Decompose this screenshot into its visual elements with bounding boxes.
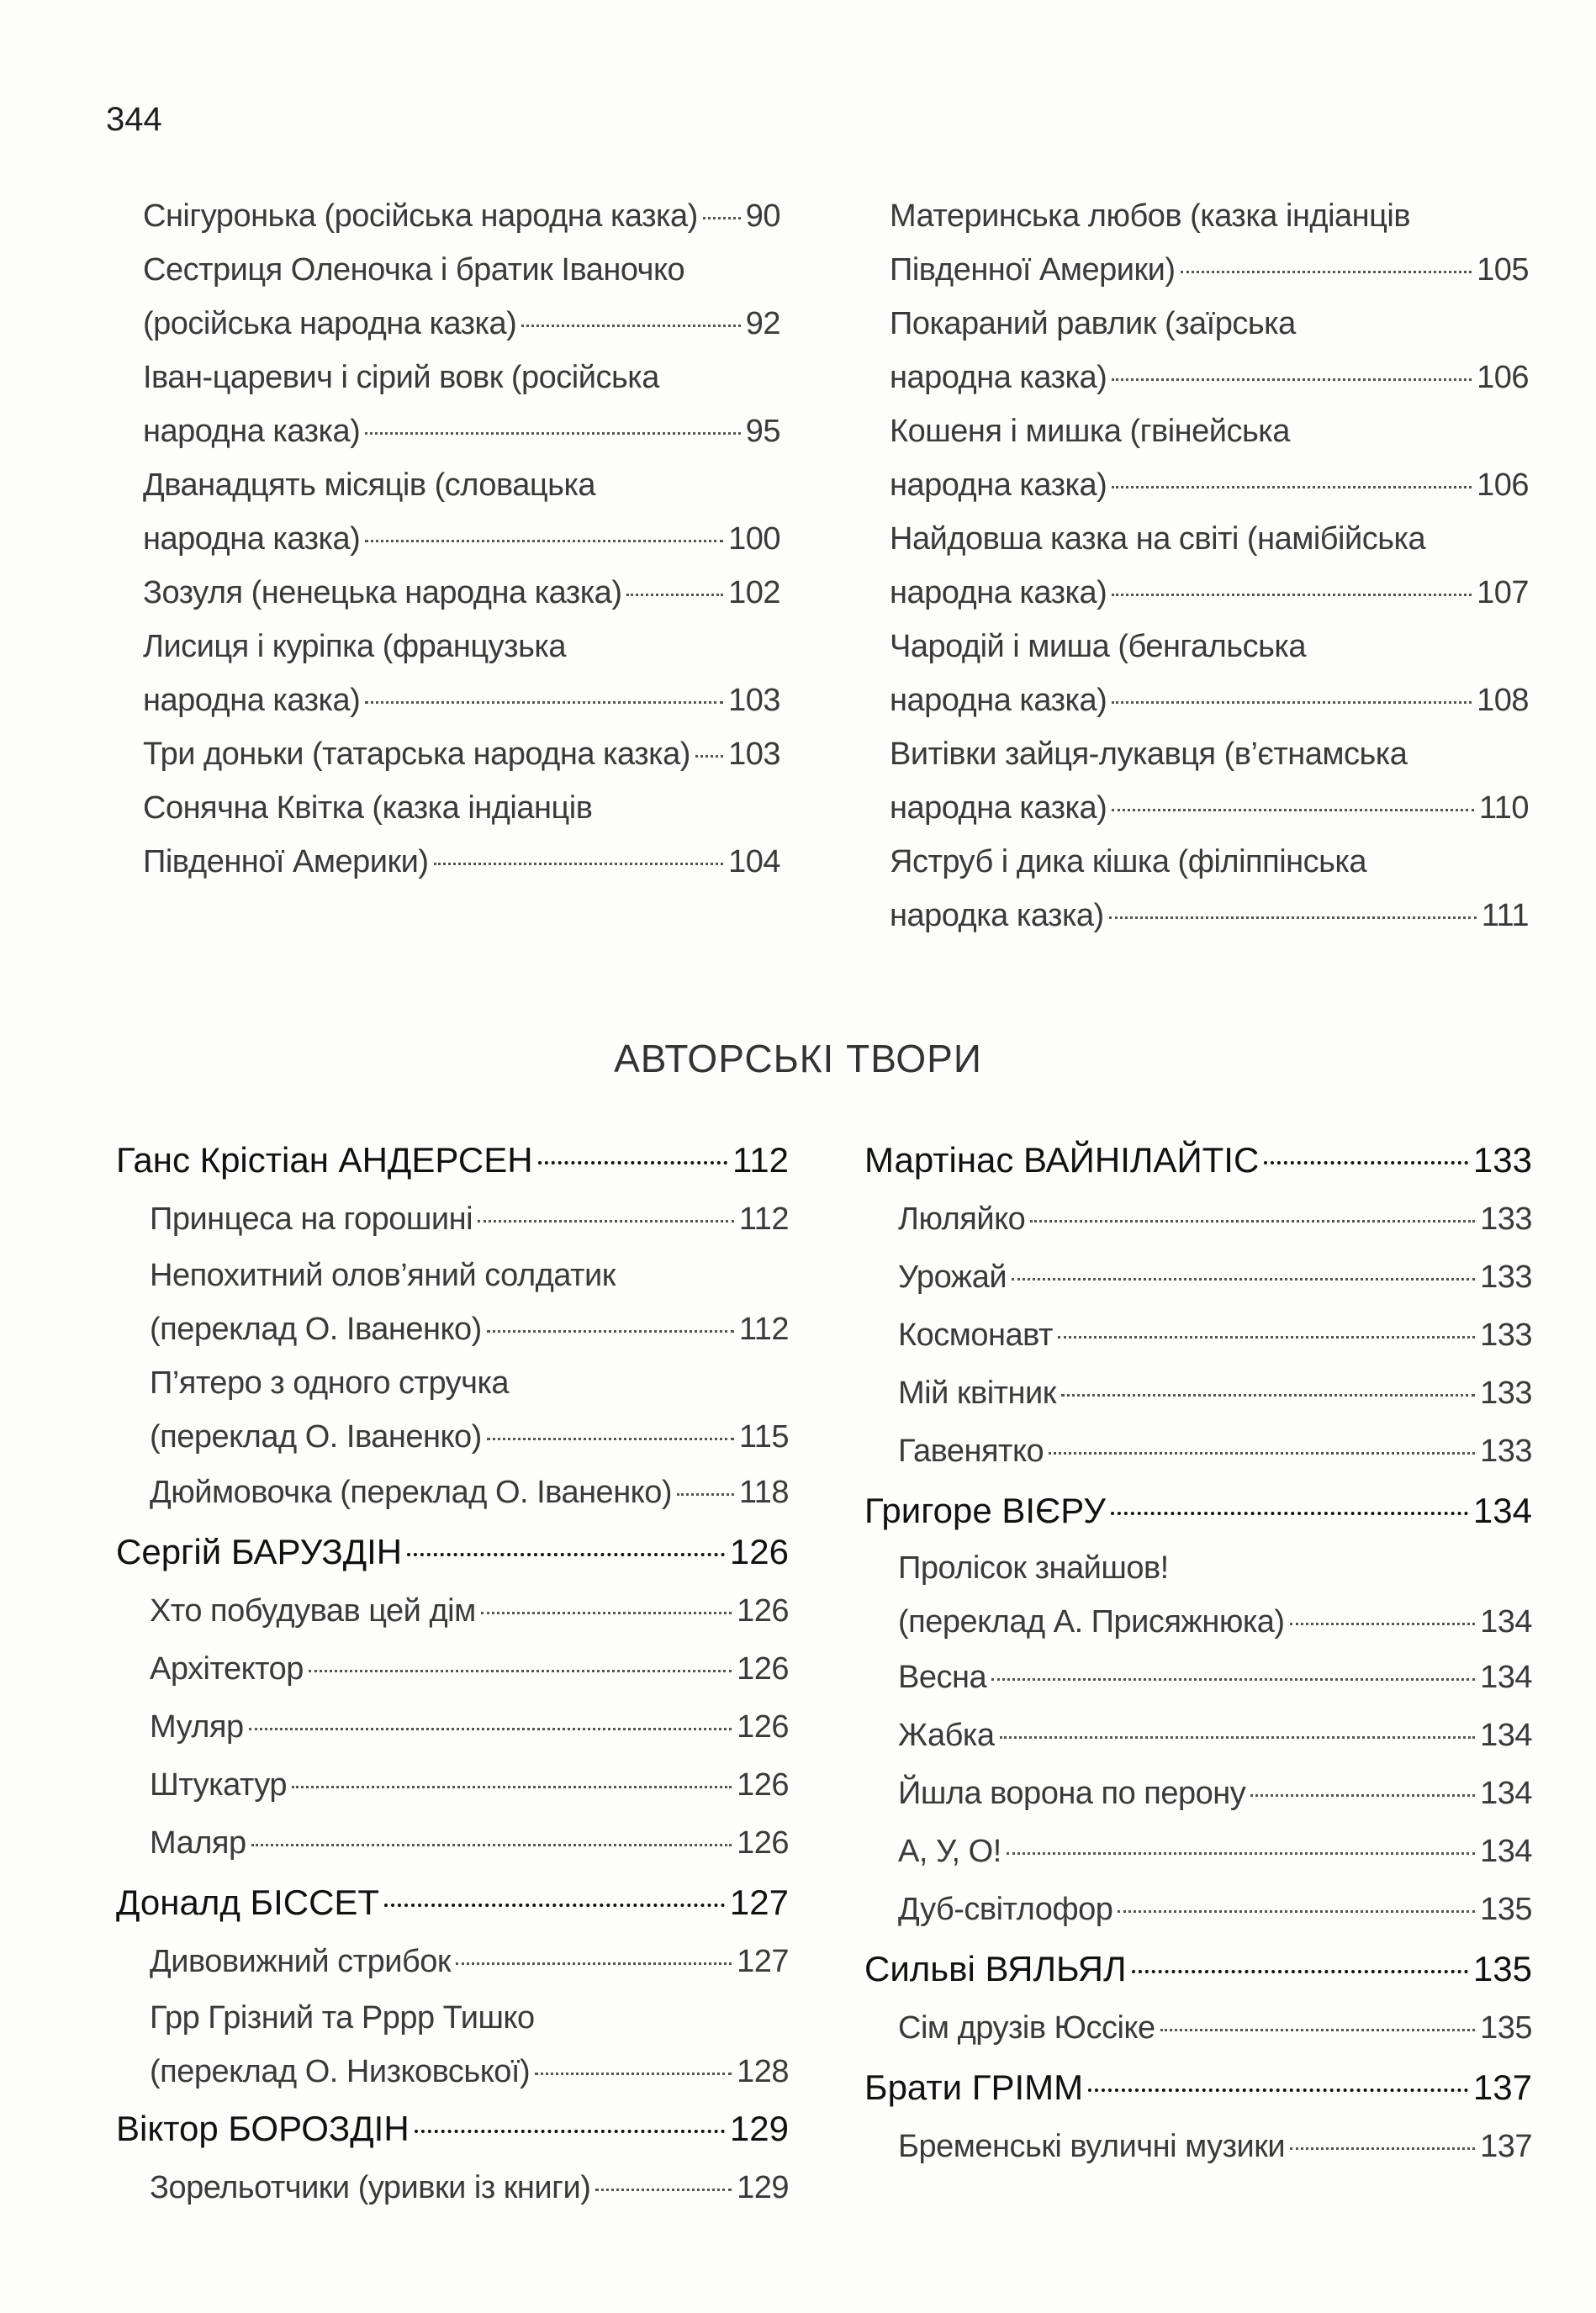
toc-entry (898, 1249, 1532, 1307)
author-name: Мартінас ВАЙНІЛАЙТІС (864, 1140, 1260, 1180)
entry-row (150, 1814, 789, 1872)
author-page-number: 135 (1472, 1949, 1532, 1988)
toc-entry (143, 243, 780, 351)
toc-entry (890, 512, 1529, 620)
entry-page-number: 126 (737, 1593, 789, 1629)
entry-title: народна казка) (143, 683, 361, 718)
works-list (864, 2118, 1532, 2176)
entry-row (150, 1933, 789, 1991)
entry-title: (переклад А. Присяжнюка) (898, 1604, 1285, 1640)
dot-leader (1112, 486, 1472, 488)
toc-entry (890, 189, 1529, 297)
entry-page-number: 135 (1480, 2010, 1532, 2046)
author-page-number: 129 (729, 2109, 789, 2148)
entry-title-line1: Сонячна Квітка (казка індіанців (143, 790, 593, 826)
entry-page-number: 134 (1480, 1660, 1532, 1695)
entry-row (143, 566, 780, 620)
entry-page-number: 106 (1477, 467, 1529, 503)
entry-row (898, 1423, 1532, 1481)
dot-leader (365, 432, 740, 435)
works-list (116, 1191, 789, 1522)
dot-leader (1109, 916, 1477, 919)
author-row (864, 1130, 1532, 1191)
toc-entry (150, 1698, 789, 1756)
entry-title: Маляр (150, 1825, 246, 1861)
dot-leader (415, 2130, 725, 2133)
entry-page-number: 126 (737, 1767, 789, 1803)
entry-row (890, 566, 1529, 620)
entry-title: Дюймовочка (переклад О. Іваненко) (150, 1475, 673, 1510)
toc-entry (143, 620, 780, 727)
entry-row (890, 458, 1529, 512)
entry-page-number: 126 (737, 1825, 789, 1861)
author-row (116, 1130, 789, 1191)
dot-leader (1132, 1970, 1468, 1973)
folk-tales-right-column (890, 189, 1529, 943)
entry-page-number: 103 (728, 737, 780, 772)
dot-leader (487, 1330, 734, 1333)
dot-leader (251, 1844, 732, 1846)
entry-title-line1: Чародій і миша (бенгальська (890, 629, 1306, 664)
entry-page-number: 134 (1480, 1604, 1532, 1640)
entry-page-number: 133 (1480, 1259, 1532, 1295)
entry-title: (російська народна казка) (143, 306, 517, 341)
dot-leader (1000, 1736, 1476, 1739)
author-row (864, 1481, 1532, 1541)
entry-title-line1: Сестриця Оленочка і братик Іваночко (143, 252, 685, 288)
entry-page-number: 105 (1477, 252, 1529, 288)
entry-title: Сім друзів Юссіке (898, 2010, 1155, 2046)
entry-page-number: 106 (1477, 360, 1529, 395)
dot-leader (407, 1553, 725, 1556)
dot-leader (1058, 1336, 1475, 1339)
entry-page-number: 129 (737, 2170, 789, 2205)
entry-title: Йшла ворона по перону (898, 1776, 1246, 1811)
entry-title: Жабка (898, 1718, 995, 1753)
entry-row (890, 781, 1529, 835)
author-page-number: 126 (729, 1532, 789, 1571)
dot-leader (365, 701, 723, 704)
author-page-number: 137 (1472, 2067, 1532, 2107)
entry-row (898, 1307, 1532, 1365)
toc-entry (150, 1991, 789, 2099)
entry-title: (переклад О. Іваненко) (150, 1419, 482, 1455)
author-name: Ганс Крістіан АНДЕРСЕН (116, 1140, 533, 1180)
entry-title-line1: Витівки зайця-лукавця (в’єтнамська (890, 737, 1408, 772)
author-block (116, 1872, 789, 2099)
toc-entry (890, 620, 1529, 727)
dot-leader (1111, 1512, 1468, 1515)
entry-row (150, 1302, 789, 1356)
toc-entry (898, 1541, 1532, 1649)
author-page-number: 133 (1472, 1140, 1532, 1180)
toc-entry (898, 1823, 1532, 1881)
dot-leader (695, 755, 723, 758)
entry-title: Архітектор (150, 1651, 304, 1687)
author-name: Сильві ВЯЛЬЯЛ (864, 1949, 1127, 1988)
toc-entry (150, 1933, 789, 1991)
entry-row (150, 2159, 789, 2217)
toc-entry (898, 1649, 1532, 1707)
author-name: Брати ГРІММ (864, 2067, 1084, 2107)
entry-page-number: 90 (745, 198, 780, 234)
entry-page-number: 134 (1480, 1718, 1532, 1753)
toc-entry (890, 297, 1529, 404)
entry-title: А, У, О! (898, 1834, 1001, 1869)
entry-title-line1: Грр Грізний та Рррр Тишко (150, 2000, 535, 2036)
entry-page-number: 92 (745, 306, 780, 341)
works-list (864, 1999, 1532, 2057)
entry-page-number: 126 (737, 1709, 789, 1745)
author-heading (864, 1130, 1532, 1191)
dot-leader (1112, 378, 1472, 381)
entry-title-line1: Іван-царевич і сірий вовк (російська (143, 360, 659, 395)
entry-row (890, 673, 1529, 727)
entry-page-number: 128 (737, 2054, 789, 2089)
entry-row (150, 1410, 789, 1464)
works-list (116, 2159, 789, 2217)
entry-page-number: 133 (1480, 1201, 1532, 1237)
entry-row (150, 1191, 789, 1249)
entry-title-line1: Лисиця і курiпка (французька (143, 629, 566, 664)
entry-row (150, 1756, 789, 1814)
toc-entry (150, 1640, 789, 1698)
entry-row (898, 1765, 1532, 1823)
entry-row (898, 1823, 1532, 1881)
entry-title-line1: Покараний равлик (заїрська (890, 306, 1296, 341)
author-name: Віктор БОРОЗДІН (116, 2109, 410, 2148)
entry-title: Муляр (150, 1709, 244, 1745)
toc-entry (143, 727, 780, 781)
entry-title: народка казка) (890, 898, 1104, 933)
entry-title: Урожай (898, 1259, 1007, 1295)
entry-row (150, 1582, 789, 1640)
entry-page-number: 112 (738, 1312, 789, 1347)
entry-row (143, 512, 780, 566)
dot-leader (1160, 2029, 1476, 2031)
toc-entry (150, 1356, 789, 1464)
entry-row (898, 1881, 1532, 1939)
entry-row (143, 189, 780, 243)
entry-row (150, 1698, 789, 1756)
toc-entry (898, 1365, 1532, 1423)
entry-title-line1: Дванадцять місяців (словацька (143, 467, 596, 503)
entry-title: Космонавт (898, 1318, 1053, 1353)
author-block (864, 2057, 1532, 2176)
toc-entry (890, 727, 1529, 835)
toc-entry (143, 781, 780, 889)
dot-leader (487, 1438, 734, 1440)
entry-title: Штукатур (150, 1767, 287, 1803)
entry-row (143, 835, 780, 889)
author-block (864, 1481, 1532, 1939)
author-block (864, 1130, 1532, 1481)
works-list (116, 1582, 789, 1872)
dot-leader (1290, 1623, 1476, 1625)
entry-title-line1: Яструб і дика кішка (філіппінська (890, 844, 1367, 879)
toc-entry (150, 1756, 789, 1814)
toc-entry (150, 1249, 789, 1356)
toc-entry (890, 835, 1529, 943)
author-heading (116, 1522, 789, 1582)
authors-right-column (864, 1130, 1532, 2176)
dot-leader (703, 217, 741, 219)
entry-page-number: 133 (1480, 1434, 1532, 1469)
author-name: Доналд БІССЕТ (116, 1883, 380, 1922)
toc-entry (150, 1582, 789, 1640)
entry-title-line1: Кошеня і мишка (гвінейська (890, 414, 1290, 449)
entry-row (898, 1191, 1532, 1249)
entry-title: (переклад О. Іваненко) (150, 1312, 482, 1347)
entry-page-number: 100 (728, 521, 780, 557)
dot-leader (1112, 809, 1474, 811)
dot-leader (1007, 1852, 1475, 1855)
toc-entry (898, 1191, 1532, 1249)
page-number: 344 (106, 101, 162, 138)
entry-page-number: 126 (737, 1651, 789, 1687)
entry-page-number: 127 (737, 1944, 789, 1979)
entry-page-number: 103 (728, 683, 780, 718)
entry-title: Дивовижний стрибок (150, 1944, 451, 1979)
dot-leader (991, 1678, 1475, 1681)
entry-title: народна казка) (890, 683, 1107, 718)
entry-title: Люляйко (898, 1201, 1026, 1237)
entry-title: народна казка) (890, 360, 1107, 395)
toc-entry (143, 351, 780, 458)
author-row (116, 1872, 789, 1933)
author-heading (864, 2057, 1532, 2118)
dot-leader (521, 325, 740, 327)
author-block (116, 1522, 789, 1872)
dot-leader (456, 1962, 732, 1965)
entry-row (143, 673, 780, 727)
entry-page-number: 95 (745, 414, 780, 449)
toc-entry (898, 1423, 1532, 1481)
author-row (116, 1522, 789, 1582)
section-title: АВТОРСЬКІ ТВОРИ (614, 1037, 982, 1080)
author-name: Сергій БАРУЗДІН (116, 1532, 403, 1571)
author-name: Григоре ВІЄРУ (864, 1491, 1106, 1530)
author-heading (116, 1130, 789, 1191)
entry-page-number: 111 (1481, 898, 1529, 933)
entry-page-number: 107 (1477, 575, 1529, 610)
author-row (116, 2099, 789, 2159)
entry-title: (переклад О. Низковської) (150, 2054, 531, 2089)
entry-page-number: 112 (738, 1201, 789, 1237)
entry-title: народна казка) (890, 575, 1107, 610)
author-heading (864, 1481, 1532, 1541)
author-block (116, 1130, 789, 1522)
entry-title: Південної Америки) (890, 252, 1176, 288)
toc-entry (898, 1307, 1532, 1365)
dot-leader (292, 1786, 732, 1788)
dot-leader (535, 2073, 732, 2075)
dot-leader (1112, 594, 1472, 596)
entry-page-number: 110 (1478, 790, 1529, 826)
toc-entry (898, 2118, 1532, 2176)
entry-page-number: 134 (1480, 1834, 1532, 1869)
entry-page-number: 135 (1480, 1892, 1532, 1927)
entry-page-number: 133 (1480, 1376, 1532, 1411)
dot-leader (1250, 1794, 1475, 1797)
author-page-number: 112 (732, 1140, 789, 1180)
entry-row (898, 2118, 1532, 2176)
author-row (864, 2057, 1532, 2118)
entry-title-line1: Найдовша казка на світі (намібійська (890, 521, 1426, 557)
entry-title-line1: Пролісок знайшов! (898, 1550, 1169, 1586)
author-page-number: 134 (1472, 1491, 1532, 1530)
toc-entry (150, 1464, 789, 1522)
toc-entry (150, 1191, 789, 1249)
entry-title: народна казка) (143, 521, 361, 557)
dot-leader (1061, 1394, 1475, 1397)
toc-entry (898, 1765, 1532, 1823)
entry-row (143, 727, 780, 781)
dot-leader (309, 1670, 732, 1672)
dot-leader (249, 1728, 732, 1730)
entry-row (150, 1640, 789, 1698)
entry-title: народна казка) (143, 414, 361, 449)
author-row (864, 1939, 1532, 1999)
dot-leader (677, 1493, 734, 1496)
dot-leader (365, 540, 723, 542)
entry-row (890, 889, 1529, 943)
entry-row (150, 1464, 789, 1522)
toc-entry (898, 1881, 1532, 1939)
dot-leader (481, 1612, 732, 1614)
entry-page-number: 134 (1480, 1776, 1532, 1811)
entry-row (143, 297, 780, 351)
entry-page-number: 102 (728, 575, 780, 610)
toc-entry (890, 404, 1529, 512)
dot-leader (1012, 1278, 1475, 1281)
entry-row (898, 1249, 1532, 1307)
entry-page-number: 137 (1480, 2129, 1532, 2164)
entry-title: Снігуронька (російська народна казка) (143, 198, 698, 234)
entry-title: Гавенятко (898, 1434, 1044, 1469)
entry-title: Дуб-світлофор (898, 1892, 1113, 1927)
author-heading (116, 2099, 789, 2159)
entry-page-number: 108 (1477, 683, 1529, 718)
entry-title: народна казка) (890, 790, 1107, 826)
dot-leader (538, 1161, 727, 1164)
author-page-number: 127 (729, 1883, 789, 1922)
dot-leader (1181, 271, 1472, 273)
dot-leader (1290, 2147, 1475, 2150)
toc-entry (898, 1707, 1532, 1765)
toc-entry (150, 1814, 789, 1872)
dot-leader (1049, 1452, 1475, 1455)
dot-leader (434, 863, 724, 865)
author-block (864, 1939, 1532, 2057)
entry-row (898, 1595, 1532, 1649)
works-list (864, 1191, 1532, 1481)
entry-row (898, 1999, 1532, 2057)
toc-entry (143, 189, 780, 243)
toc-entry (143, 458, 780, 566)
works-list (864, 1541, 1532, 1939)
entry-title: Південної Америки) (143, 844, 429, 879)
dot-leader (478, 1220, 734, 1223)
toc-entry (143, 566, 780, 620)
entry-title-line1: Материнська любов (казка індіанців (890, 198, 1411, 234)
dot-leader (1112, 701, 1472, 704)
dot-leader (1118, 1910, 1475, 1913)
dot-leader (626, 594, 723, 596)
entry-title-line1: Непохитний олов’яний солдатик (150, 1258, 616, 1293)
entry-row (890, 243, 1529, 297)
entry-title: народна казка) (890, 467, 1107, 503)
entry-page-number: 115 (738, 1419, 789, 1455)
entry-title-line1: П’ятеро з одного стручка (150, 1365, 510, 1401)
entry-row (143, 404, 780, 458)
toc-entry (898, 1999, 1532, 2057)
entry-title: Весна (898, 1660, 987, 1695)
dot-leader (1264, 1161, 1468, 1164)
entry-title: Зорельотчики (уривки із книги) (150, 2170, 591, 2205)
entry-title: Принцеса на горошині (150, 1201, 473, 1237)
entry-title: Хто побудував цей дім (150, 1593, 476, 1629)
entry-page-number: 133 (1480, 1318, 1532, 1353)
entry-page-number: 104 (728, 844, 780, 879)
entry-title: Мій квітник (898, 1376, 1056, 1411)
authors-left-column (116, 1130, 789, 2217)
entry-row (898, 1365, 1532, 1423)
author-heading (116, 1872, 789, 1933)
entry-row (150, 2045, 789, 2099)
folk-tales-left-column (143, 189, 780, 889)
dot-leader (1030, 1220, 1475, 1223)
entry-title: Бременські вуличні музики (898, 2129, 1286, 2164)
works-list (116, 1933, 789, 2099)
entry-row (898, 1707, 1532, 1765)
entry-title: Три доньки (татарська народна казка) (143, 737, 690, 772)
dot-leader (1088, 2089, 1468, 2092)
entry-row (890, 351, 1529, 404)
author-block (116, 2099, 789, 2217)
dot-leader (595, 2189, 732, 2191)
author-heading (864, 1939, 1532, 1999)
entry-page-number: 118 (738, 1475, 789, 1510)
toc-entry (150, 2159, 789, 2217)
entry-row (898, 1649, 1532, 1707)
dot-leader (384, 1904, 725, 1907)
entry-title: Зозуля (ненецька народна казка) (143, 575, 622, 610)
